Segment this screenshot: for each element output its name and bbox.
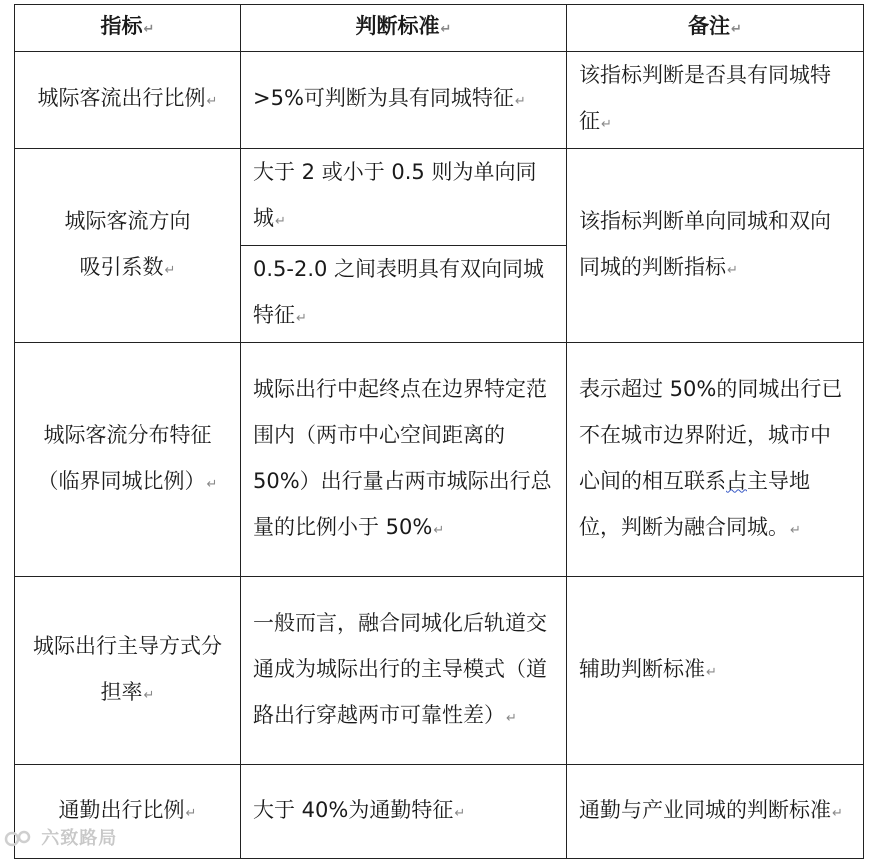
header-criteria: 判断标准↵ [241,5,567,52]
header-note: 备注↵ [567,5,864,52]
note-cell: 辅助判断标准↵ [567,577,864,765]
note-cell: 该指标判断是否具有同城特征↵ [567,52,864,149]
note-cell: 表示超过 50%的同城出行已不在城市边界附近，城市中心间的相互联系占主导地位，判断为融合同城。↵ [567,343,864,577]
indicator-cell: 通勤出行比例↵ [15,765,241,859]
criteria-cell: 城际出行中起终点在边界特定范围内（两市中心空间距离的 50%）出行量占两市城际出行总量的比例小于 50%↵ [241,343,567,577]
watermark-logo-icon [4,828,34,850]
header-indicator: 指标↵ [15,5,241,52]
indicator-cell: 城际出行主导方式分担率↵ [15,577,241,765]
table-row [15,765,864,859]
note-cell: 通勤与产业同城的判断标准↵ [567,765,864,859]
note-cell: 该指标判断单向同城和双向同城的判断指标↵ [567,149,864,343]
indicator-cell: 城际客流出行比例↵ [15,52,241,149]
table-header-row [15,5,864,52]
watermark [4,824,117,850]
indicator-cell: 城际客流分布特征（临界同城比例）↵ [15,343,241,577]
criteria-cell: >5%可判断为具有同城特征↵ [241,52,567,149]
table-row [15,149,864,246]
criteria-cell: 一般而言，融合同城化后轨道交通成为城际出行的主导模式（道路出行穿越两市可靠性差）↵ [241,577,567,765]
criteria-table [14,4,864,859]
indicator-cell: 城际客流方向吸引系数↵ [15,149,241,343]
grammar-flag: 占 [726,468,747,493]
table-row [15,577,864,765]
table-row [15,343,864,577]
criteria-cell: 大于 40%为通勤特征↵ [241,765,567,859]
watermark-text: 六致路局 [41,828,118,849]
criteria-cell: 0.5-2.0 之间表明具有双向同城特征↵ [241,246,567,343]
criteria-cell: 大于 2 或小于 0.5 则为单向同城↵ [241,149,567,246]
table-row [15,52,864,149]
